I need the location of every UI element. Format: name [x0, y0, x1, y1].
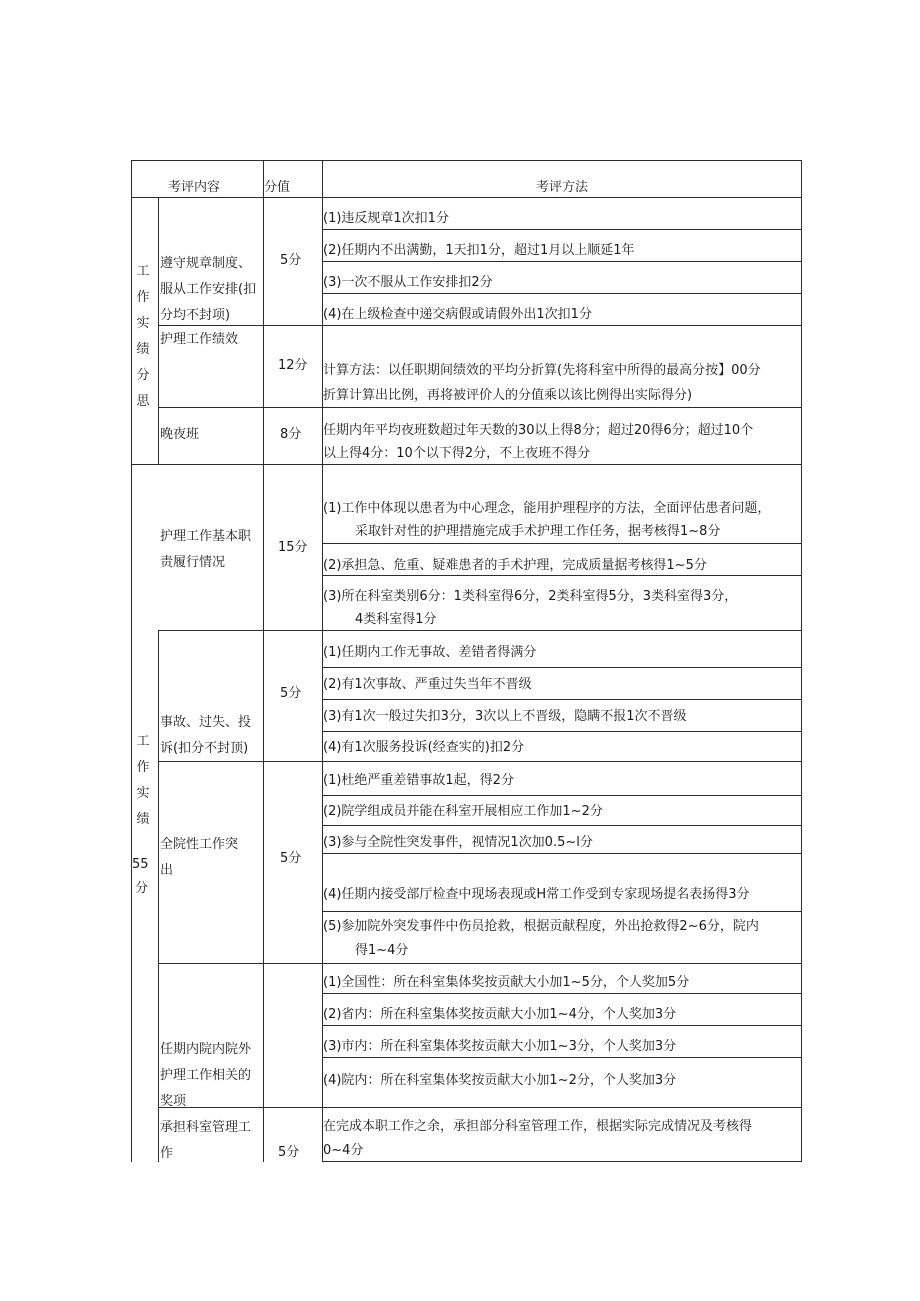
score-rules: 5分	[280, 253, 302, 268]
method-hospital-wide-1: (1)杜绝严重差错事故1起，得2分	[323, 773, 514, 788]
section2-unit: 分	[135, 881, 149, 896]
method-hospital-wide-5b: 得1~4分	[355, 943, 409, 958]
method-rules-1: (1)违反规章1次扣1分	[323, 211, 449, 226]
method-night-shift-1: 任期内年平均夜班数超过年天数的30以上得8分；超过20得6分；超过10个	[323, 423, 754, 438]
method-hospital-wide-4: (4)任期内接受部厅检查中现场表现或H常工作受到专家现场提名表扬得3分	[323, 887, 750, 902]
method-awards-4: (4)院内：所在科室集体奖按贡献大小加1~2分，个人奖加3分	[323, 1073, 677, 1088]
method-basic-duties-1a: (1)工作中体现以患者为中心理念，能用护理程序的方法，全面评估患者问题，	[323, 501, 771, 516]
method-awards-2: (2)省内：所在科室集体奖按贡献大小加1~4分，个人奖加3分	[323, 1007, 677, 1022]
method-night-shift-2: 以上得4分：10个以下得2分，不上夜班不得分	[323, 446, 591, 461]
header-divider	[131, 197, 802, 198]
header-content: 考评内容	[168, 180, 221, 195]
item-management: 承担科室管理工作	[160, 1120, 252, 1161]
method-accidents-3: (3)有1次一般过失扣3分，3次以上不晋级，隐瞒不报1次不晋级	[323, 709, 687, 724]
header-score: 分值	[264, 180, 291, 195]
table-border-bottom	[322, 1161, 802, 1162]
method-basic-duties-1b: 采取针对性的护理措施完成手术护理工作任务，据考核得1~8分	[355, 524, 721, 539]
score-management: 5分	[278, 1145, 300, 1160]
method-management-2: 0~4分	[323, 1143, 364, 1158]
row-line	[322, 667, 802, 668]
method-basic-duties-2: (2)承担急、危重、疑难患者的手术护理，完成质量据考核得1~5分	[323, 558, 707, 573]
header-method: 考评方法	[536, 180, 589, 195]
row-line	[158, 630, 802, 631]
item-basic-duties: 护理工作基本职责履行情况	[160, 529, 252, 570]
row-line	[322, 825, 802, 826]
col-line-label-2	[158, 630, 159, 1162]
method-accidents-1: (1)任期内工作无事故、差错者得满分	[323, 645, 537, 660]
table-border-left	[131, 160, 132, 1162]
score-night-shift: 8分	[280, 427, 302, 442]
section1-label: 工作实绩分思	[136, 264, 150, 409]
item-awards: 任期内院内院外护理工作相关的奖项	[160, 1042, 252, 1109]
method-accidents-2: (2)有1次事故、严重过失当年不晋级	[323, 677, 532, 692]
section2-label: 工作实绩	[136, 734, 150, 827]
method-performance-1: 计算方法：以任职期间绩效的平均分折算(先将科室中所得的最高分按】00分	[323, 363, 761, 378]
method-hospital-wide-5a: (5)参加院外突发事件中伤员抢救，根据贡献程度，外出抢救得2~6分，院内	[323, 919, 759, 934]
item-performance: 护理工作绩效	[160, 332, 239, 347]
table-border-right	[801, 160, 802, 1162]
method-basic-duties-3b: 4类科室得1分	[355, 612, 437, 627]
table-border-top	[131, 160, 802, 161]
item-hospital-wide: 全院性工作突出	[160, 837, 239, 878]
row-line	[158, 963, 802, 964]
row-line	[322, 699, 802, 700]
col-line-item	[263, 160, 264, 1162]
method-awards-3: (3)市内：所在科室集体奖按贡献大小加1~3分，个人奖加3分	[323, 1039, 677, 1054]
method-rules-2: (2)任期内不出满勤，1天扣1分，超过1月以上顺延1年	[323, 243, 635, 258]
section2-total: 55	[132, 857, 149, 872]
method-awards-1: (1)全国性：所在科室集体奖按贡献大小加1~5分，个人奖加5分	[323, 975, 690, 990]
method-rules-4: (4)在上级检查中递交病假或请假外出1次扣1分	[323, 307, 592, 322]
method-hospital-wide-2: (2)院学组成员并能在科室开展相应工作加1~2分	[323, 804, 603, 819]
method-basic-duties-3a: (3)所在科室类别6分：1类科室得6分，2类科室得5分，3类科室得3分，	[323, 589, 738, 604]
score-accidents: 5分	[280, 686, 302, 701]
row-line	[322, 731, 802, 732]
score-basic-duties: 15分	[278, 540, 308, 555]
col-line-label	[158, 197, 159, 465]
item-rules: 遵守规章制度、服从工作安排(扣分均不封项)	[160, 256, 257, 323]
score-performance: 12分	[278, 358, 308, 373]
item-accidents: 事故、过失、投诉(扣分不封顶)	[160, 715, 252, 756]
row-line	[322, 911, 802, 912]
method-rules-3: (3)一次不服从工作安排扣2分	[323, 275, 493, 290]
method-management-1: 在完成本职工作之余，承担部分科室管理工作，根据实际完成情况及考核得	[323, 1119, 753, 1134]
method-accidents-4: (4)有1次服务投诉(经查实的)扣2分	[323, 740, 525, 755]
score-hospital-wide: 5分	[280, 851, 302, 866]
method-performance-2: 折算计算出比例，再将被评价人的分值乘以该比例得出实际得分)	[323, 388, 693, 403]
method-hospital-wide-3: (3)参与全院性突发事件，视情况1次加0.5~l分	[323, 835, 593, 850]
row-line	[322, 795, 802, 796]
item-night-shift: 晚夜班	[160, 427, 200, 442]
